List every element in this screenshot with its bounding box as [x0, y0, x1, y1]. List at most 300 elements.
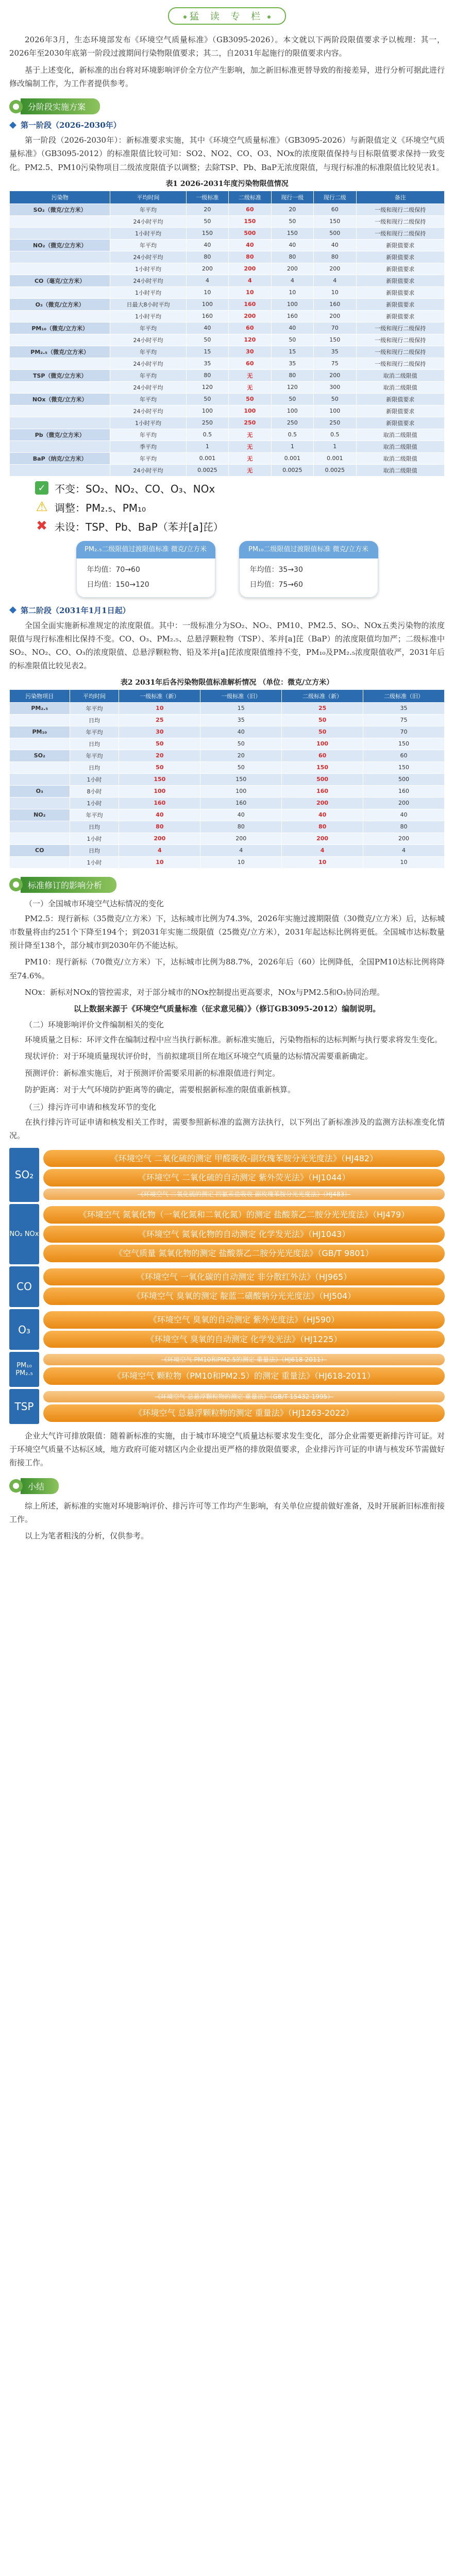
intro-paragraph: 基于上述变化，新标准的出台将对环境影响评价全方位产生影响，加之新旧标准更替导致的衔接差异，进行分析可据此进行修改编制工作，为工作者提供参考。 [9, 65, 445, 88]
table-cell: 200 [119, 833, 200, 844]
table-cell: 150 [271, 227, 313, 239]
table-cell: 24小时平均 [110, 334, 186, 346]
table-header-cell: 一级标准（新） [119, 689, 200, 702]
table-cell: 日均 [70, 844, 119, 856]
pm10-daily: 日均值：75→60 [249, 581, 303, 589]
table-cell: 200 [314, 263, 356, 275]
table-cell: 10 [271, 286, 313, 298]
table-row [10, 310, 445, 322]
table-row [10, 417, 445, 429]
table-cell: 无 [229, 464, 271, 476]
table-cell: 200 [200, 833, 282, 844]
table-cell [10, 714, 70, 726]
table-cell: 年平均 [70, 702, 119, 714]
column-title: 猛 读 专 栏 [189, 11, 265, 22]
table-header-cell: 二级标准（旧） [363, 689, 445, 702]
table-cell: 200 [229, 310, 271, 322]
table-row [10, 346, 445, 358]
table-cell [10, 251, 110, 263]
table-cell: 150 [119, 773, 200, 785]
table-row [10, 286, 445, 298]
method-group [9, 1204, 445, 1264]
table-cell: 新限值要求 [356, 251, 444, 263]
table-cell [10, 286, 110, 298]
table-cell: 1 [314, 440, 356, 452]
table-cell: 250 [314, 417, 356, 429]
warning-icon: ⚠ [36, 499, 48, 515]
table-cell: 35 [200, 714, 282, 726]
table-cell: 一级和现行二级保持 [356, 346, 444, 358]
section-bullet-icon [9, 1479, 23, 1493]
table-cell: 100 [119, 785, 200, 797]
table-cell: 0.5 [271, 429, 313, 440]
table-cell [10, 440, 110, 452]
table-cell: 24小时平均 [110, 405, 186, 417]
table-cell: 30 [119, 726, 200, 738]
table-row [10, 844, 445, 856]
summary-paragraph: 以上为笔者粗浅的分析，仅供参考。 [25, 1531, 149, 1541]
table-cell: 0.0025 [314, 464, 356, 476]
table-cell: 0.0025 [271, 464, 313, 476]
dot-icon [183, 15, 187, 19]
table-cell: 年平均 [70, 726, 119, 738]
table-row [10, 785, 445, 797]
table-cell: 50 [282, 726, 363, 738]
table-cell: 60 [282, 750, 363, 761]
table-cell: 20 [186, 204, 228, 215]
section-title: 分阶段实施方案 [21, 98, 100, 114]
table-cell: 80 [271, 251, 313, 263]
table-cell: 250 [229, 417, 271, 429]
table-row [10, 440, 445, 452]
table-cell: 年平均 [110, 204, 186, 215]
impact3-heading: （三）排污许可申请和核发环节的变化 [25, 1103, 157, 1112]
diamond-icon [9, 122, 16, 129]
table-cell: 新限值要求 [356, 405, 444, 417]
table-cell: 100 [186, 298, 228, 310]
cross-icon: ✖ [36, 518, 47, 534]
table-cell: 一级和现行二级保持 [356, 358, 444, 369]
table-cell: 年平均 [110, 322, 186, 334]
table-cell: 200 [314, 310, 356, 322]
table-cell: 200 [229, 263, 271, 275]
table-cell: 1小时平均 [110, 227, 186, 239]
table-cell: 一级和现行二级保持 [356, 227, 444, 239]
table-cell: O₃ [10, 785, 70, 797]
table-cell: 24小时平均 [110, 275, 186, 286]
table-cell: 取消二级限值 [356, 369, 444, 381]
table-cell: 500 [282, 773, 363, 785]
table-cell: 35 [271, 358, 313, 369]
table-cell: 50 [119, 761, 200, 773]
table-cell: 40 [200, 726, 282, 738]
table-row [10, 275, 445, 286]
table-cell: 250 [271, 417, 313, 429]
table-cell: PM₂.₅ [10, 702, 70, 714]
table-cell: 150 [363, 738, 445, 750]
table-cell: 4 [271, 275, 313, 286]
table-cell: 新限值要求 [356, 275, 444, 286]
table-cell: PM₂.₅（微克/立方米） [10, 346, 110, 358]
table-cell: 35 [314, 346, 356, 358]
table-cell: 200 [186, 263, 228, 275]
table-row [10, 702, 445, 714]
table-cell: 一级和现行二级保持 [356, 215, 444, 227]
impact1-p3: NOx：新标对NOx的管控需求，对于部分城市的NOx控制提出更高要求，NOx与PM2.5和O₃协同治理。 [25, 987, 385, 997]
table-cell: 50 [314, 393, 356, 405]
pm25-annual: 年均值：70→60 [87, 565, 140, 574]
pm25-box [76, 541, 215, 598]
table-row [10, 358, 445, 369]
table-cell [10, 263, 110, 275]
table-header-cell: 现行一级 [271, 191, 313, 204]
table-cell: 60 [229, 204, 271, 215]
table-cell: 200 [363, 797, 445, 809]
table-row [10, 464, 445, 476]
table-cell: 1小时平均 [110, 417, 186, 429]
table-cell: NO₂ [10, 809, 70, 821]
table-cell: 80 [282, 821, 363, 833]
method-item: 《环境空气 二氧化硫的自动测定 紫外荧光法》（HJ1044） [43, 1169, 445, 1187]
table-cell: 40 [314, 239, 356, 251]
method-item-removed: 《环境空气 二氧化硫的测定 四氯汞盐吸收-副玫瑰苯胺分光光度法》（HJ483） [43, 1189, 445, 1200]
table-cell: 新限值要求 [356, 417, 444, 429]
table-cell: 24小时平均 [110, 464, 186, 476]
table-cell: 4 [186, 275, 228, 286]
table-header-cell: 一级标准 [186, 191, 228, 204]
table-cell: 日均 [70, 761, 119, 773]
table-row [10, 251, 445, 263]
table-cell: 150 [200, 773, 282, 785]
table-cell: 15 [200, 702, 282, 714]
table-cell: 4 [200, 844, 282, 856]
table-cell [10, 405, 110, 417]
table-cell: 40 [282, 809, 363, 821]
table-header-cell: 一级标准（旧） [200, 689, 282, 702]
method-item: 《环境空气 二氧化硫的测定 甲醛吸收-副玫瑰苯胺分光光度法》（HJ482） [43, 1150, 445, 1167]
check-icon: ✓ [35, 481, 48, 495]
table-cell: 日最大8小时平均 [110, 298, 186, 310]
table-cell: 无 [229, 440, 271, 452]
method-item: 《环境空气 颗粒物（PM10和PM2.5）的测定 重量法》（HJ618-2011） [43, 1367, 445, 1385]
table-cell: 70 [363, 726, 445, 738]
status-adjust [35, 500, 445, 515]
table-cell: 取消二级限值 [356, 381, 444, 393]
table-cell: 一级和现行二级保持 [356, 204, 444, 215]
table-header-cell: 平均时间 [70, 689, 119, 702]
table-cell: 1小时平均 [110, 310, 186, 322]
phase1-heading-text: 第一阶段（2026-2030年） [21, 121, 121, 130]
table-cell: 无 [229, 452, 271, 464]
table-cell: 500 [314, 227, 356, 239]
table-row [10, 821, 445, 833]
table-cell [10, 417, 110, 429]
pm10-box-header: PM₁₀二级限值过渡限值标准 微克/立方米 [239, 541, 378, 558]
method-pollutant-label: PM₁₀ PM₂.₅ [9, 1352, 39, 1387]
table-cell: 100 [314, 405, 356, 417]
table-cell: 200 [282, 833, 363, 844]
table-cell [10, 464, 110, 476]
section-heading [9, 1478, 445, 1494]
table-cell: 10 [119, 702, 200, 714]
table-cell: 150 [282, 761, 363, 773]
impact1-p2: PM10：现行新标（70微克/立方米）下，达标城市比例为88.7%，2026年后（60）比例降低，全国PM10达标比例将降至74.6%。 [9, 957, 445, 980]
table-header-cell: 二级标准 [229, 191, 271, 204]
table-cell [10, 773, 70, 785]
table-cell: 50 [282, 714, 363, 726]
phase2-paragraph: 全国全面实施新标准规定的浓度限值。其中：一级标准分为SO₂、NO₂、PM10、PM2.5、SO₂、NOx五类污染物的浓度限值与现行标准相比保持不变。CO、O₃、PM₂.₅、总悬浮颗粒物（TSP）、苯并[a]芘（BaP）的浓度限值均加严；二级标准中SO₂、NO₂、CO、O₃的浓度限值、总悬浮颗粒物、铅及苯并[a]芘浓度限值维持不变，PM₁₀及PM₂.₅浓度限值收严，2031年后的标准限值比较见表2。 [9, 620, 445, 671]
method-pollutant-label: SO₂ [9, 1148, 39, 1202]
table-cell: 1小时平均 [110, 286, 186, 298]
section-heading [9, 98, 445, 114]
table-cell: 20 [271, 204, 313, 215]
table-cell: 一级和现行二级保持 [356, 322, 444, 334]
method-pollutant-label: TSP [9, 1389, 39, 1424]
header [9, 0, 445, 30]
table-cell: 4 [282, 844, 363, 856]
section-heading [9, 877, 445, 893]
method-item-removed: 《环境空气 PM10和PM2.5的测定 重量法》（HJ618-2011） [43, 1354, 445, 1365]
table-cell: 0.001 [186, 452, 228, 464]
pm10-box [239, 541, 378, 598]
table-cell [10, 227, 110, 239]
table-cell: 80 [200, 821, 282, 833]
table-cell: 无 [229, 369, 271, 381]
status-adjust-text: 调整：PM₂.₅、PM₁₀ [55, 501, 146, 514]
method-pollutant-label: NO₂ NOx [9, 1204, 39, 1264]
table-cell: 60 [229, 358, 271, 369]
table-cell: 120 [271, 381, 313, 393]
table-cell: 4 [314, 275, 356, 286]
table-cell: 80 [186, 251, 228, 263]
after-methods-paragraph: 企业大气许可排放限值：随着新标准的实施，由于城市环境空气质量达标要求发生变化，部分企业需要更新排污许可证。对于环境空气质量不达标区域，地方政府可能对辖区内企业提出更严格的排放限值要求，企业排污许可证的申请与核发环节需做好衔接工作。 [9, 1431, 445, 1468]
table-header-cell: 备注 [356, 191, 444, 204]
method-item: 《环境空气 一氧化碳的自动测定 非分散红外法》（HJ965） [43, 1268, 445, 1286]
table-cell [10, 358, 110, 369]
table-cell: 100 [229, 405, 271, 417]
table-header-cell: 污染物 [10, 191, 110, 204]
table-row [10, 452, 445, 464]
table-cell: 15 [186, 346, 228, 358]
table-cell: 24小时平均 [110, 358, 186, 369]
table-cell: 150 [229, 215, 271, 227]
table-cell: 取消二级限值 [356, 440, 444, 452]
method-item: 《环境空气 氮氧化物的自动测定 化学发光法》（HJ1043） [43, 1226, 445, 1243]
table-cell: 160 [200, 797, 282, 809]
status-cancel [35, 519, 445, 534]
table-cell: 年平均 [110, 452, 186, 464]
table-cell: 150 [186, 227, 228, 239]
table-cell: TSP（微克/立方米） [10, 369, 110, 381]
impact2-p4: 防护距离：对于大气环境防护距离等的确定，需要根据新标准的限值重新核算。 [25, 1084, 296, 1094]
table-cell: 年平均 [110, 393, 186, 405]
table-cell: 100 [271, 405, 313, 417]
table-cell: SO₂（微克/立方米） [10, 204, 110, 215]
status-cancel-text: 未设：TSP、Pb、BaP（苯并[a]芘） [55, 520, 224, 533]
table-cell: 150 [314, 334, 356, 346]
table-cell: 1小时 [70, 856, 119, 868]
method-group [9, 1389, 445, 1424]
table-cell: 80 [229, 251, 271, 263]
table-cell: 24小时平均 [110, 381, 186, 393]
table-cell: 80 [314, 251, 356, 263]
table-cell [10, 738, 70, 750]
table-cell [10, 761, 70, 773]
table-cell: 0.001 [314, 452, 356, 464]
table-cell: 20 [200, 750, 282, 761]
method-item: 《环境空气 臭氧的自动测定 紫外光度法》（HJ590） [43, 1311, 445, 1329]
table-cell: 1 [271, 440, 313, 452]
table-cell: 10 [363, 856, 445, 868]
table-cell: 10 [282, 856, 363, 868]
table-cell: 500 [229, 227, 271, 239]
table-cell: 40 [363, 809, 445, 821]
table-row [10, 215, 445, 227]
table-cell: 取消二级限值 [356, 464, 444, 476]
table-cell: 120 [186, 381, 228, 393]
table-row [10, 429, 445, 440]
table-row [10, 738, 445, 750]
table-cell: BaP（纳克/立方米） [10, 452, 110, 464]
table-cell: 50 [186, 393, 228, 405]
table-cell: 60 [363, 750, 445, 761]
table-cell: 无 [229, 429, 271, 440]
table-cell: 取消二级限值 [356, 429, 444, 440]
table-cell: 80 [119, 821, 200, 833]
table-cell: O₃（微克/立方米） [10, 298, 110, 310]
table2-title: 表2 2031年后各污染物限值标准解析情况 （单位：微克/立方米） [120, 678, 334, 687]
table-header-cell: 污染物项目 [10, 689, 70, 702]
method-item: 《环境空气 臭氧的自动测定 化学发光法》（HJ1225） [43, 1331, 445, 1348]
table-row [10, 797, 445, 809]
table1 [9, 191, 445, 477]
impact2-p2: 现状评价：对于环境质量现状评价时，当前拟建项目所在地区环境空气质量的达标情况需要重新确定。 [25, 1052, 373, 1061]
table-cell: 4 [229, 275, 271, 286]
table-row [10, 204, 445, 215]
table-cell [10, 310, 110, 322]
table-cell: 35 [186, 358, 228, 369]
impact2-p3: 预测评价：新标准实施后，对于预测评价需要采用新的标准限值进行判定。 [25, 1068, 280, 1078]
table-cell: 40 [186, 239, 228, 251]
table-cell: 10 [200, 856, 282, 868]
method-list [9, 1148, 445, 1424]
phase1-heading [9, 120, 445, 130]
method-pollutant-label: O₃ [9, 1309, 39, 1350]
table-cell: 10 [229, 286, 271, 298]
table-cell: 新限值要求 [356, 310, 444, 322]
table-cell: 日均 [70, 738, 119, 750]
table-cell: 160 [314, 298, 356, 310]
table-cell: NOx（微克/立方米） [10, 393, 110, 405]
table-cell: 160 [271, 310, 313, 322]
table-cell [10, 215, 110, 227]
table-cell: 70 [314, 322, 356, 334]
method-group [9, 1148, 445, 1202]
table-cell: 无 [229, 381, 271, 393]
table-cell: 4 [119, 844, 200, 856]
pm10-box-body [239, 558, 378, 598]
table-row [10, 393, 445, 405]
table-cell: 40 [229, 239, 271, 251]
table-row [10, 369, 445, 381]
table-cell: 100 [282, 738, 363, 750]
table-cell: 300 [314, 381, 356, 393]
table-cell: 50 [200, 761, 282, 773]
table-cell: 年平均 [70, 750, 119, 761]
table-cell: 200 [282, 797, 363, 809]
pm25-box-body [76, 558, 215, 598]
method-item: 《环境空气 总悬浮颗粒物的测定 重量法》（HJ1263-2022） [43, 1404, 445, 1422]
table-row [10, 334, 445, 346]
table-cell: 250 [186, 417, 228, 429]
table-cell: 160 [186, 310, 228, 322]
table-row [10, 381, 445, 393]
section-bullet-icon [9, 100, 23, 113]
table-cell: 160 [229, 298, 271, 310]
table-row [10, 263, 445, 275]
table-cell: 10 [314, 286, 356, 298]
table-header-cell: 平均时间 [110, 191, 186, 204]
table-cell: 40 [186, 322, 228, 334]
table-cell: 100 [200, 785, 282, 797]
table-cell [10, 821, 70, 833]
table-cell: 120 [229, 334, 271, 346]
table-cell: 50 [271, 334, 313, 346]
table-cell: 新限值要求 [356, 286, 444, 298]
table-header-cell: 现行二级 [314, 191, 356, 204]
method-item: 《空气质量 氮氧化物的测定 盐酸萘乙二胺分光光度法》（GB/T 9801） [43, 1245, 445, 1262]
table-cell: 10 [186, 286, 228, 298]
table-row [10, 750, 445, 761]
table-cell: 500 [363, 773, 445, 785]
method-group [9, 1266, 445, 1307]
table-cell: 1 [186, 440, 228, 452]
intro-paragraph: 2026年3月，生态环境部发布《环境空气质量标准》（GB3095-2026）。本文就以下两阶段限值要求予以梳理：其一，2026年至2030年底第一阶段过渡期间行染物限值要求；其二，自2031年起施行的限值要求内容。 [9, 35, 445, 58]
status-keep-text: 不变：SO₂、NO₂、CO、O₃、NOx [55, 482, 215, 495]
table-cell: 60 [314, 204, 356, 215]
table-row [10, 773, 445, 785]
table-cell: 10 [119, 856, 200, 868]
table-cell: 200 [363, 833, 445, 844]
table-cell: 25 [119, 714, 200, 726]
table-cell: 40 [200, 809, 282, 821]
table-cell: 新限值要求 [356, 263, 444, 275]
table-cell: 0.0025 [186, 464, 228, 476]
method-group [9, 1352, 445, 1387]
method-item: 《环境空气 氮氧化物（一氧化氮和二氧化氮）的测定 盐酸萘乙二胺分光光度法》（HJ479） [43, 1206, 445, 1224]
impact2-heading: （二）环境影响评价文件编制相关的变化 [25, 1020, 164, 1030]
table-cell: 新限值要求 [356, 298, 444, 310]
section-title: 标准修订的影响分析 [21, 877, 116, 893]
table-cell: 年平均 [110, 429, 186, 440]
status-keep [35, 481, 445, 496]
table-cell: 60 [229, 322, 271, 334]
table-row [10, 405, 445, 417]
summary-paragraph: 综上所述，新标准的实施对环境影响评价、排污许可等工作均产生影响，有关单位应提前做好准备，及时开展新旧标准衔接工作。 [9, 1501, 445, 1524]
table-cell: 50 [271, 215, 313, 227]
impact2-p1: 环境质量之目标：环评文件在编制过程中应当执行新标准。新标准实施后，污染物指标的达标判断与执行要求将发生变化。 [25, 1035, 443, 1045]
table-cell: 15 [271, 346, 313, 358]
table-row [10, 714, 445, 726]
pm25-box-header: PM₂.₅二级限值过渡限值标准 微克/立方米 [76, 541, 215, 558]
table-cell [10, 856, 70, 868]
method-group [9, 1309, 445, 1350]
table-cell [10, 833, 70, 844]
method-item-removed: 《环境空气 总悬浮颗粒物的测定 重量法》（GB/T 15432-1995） [43, 1391, 445, 1402]
table-cell: 40 [271, 322, 313, 334]
table-cell: 年平均 [110, 239, 186, 251]
table-cell: 1小时平均 [110, 263, 186, 275]
